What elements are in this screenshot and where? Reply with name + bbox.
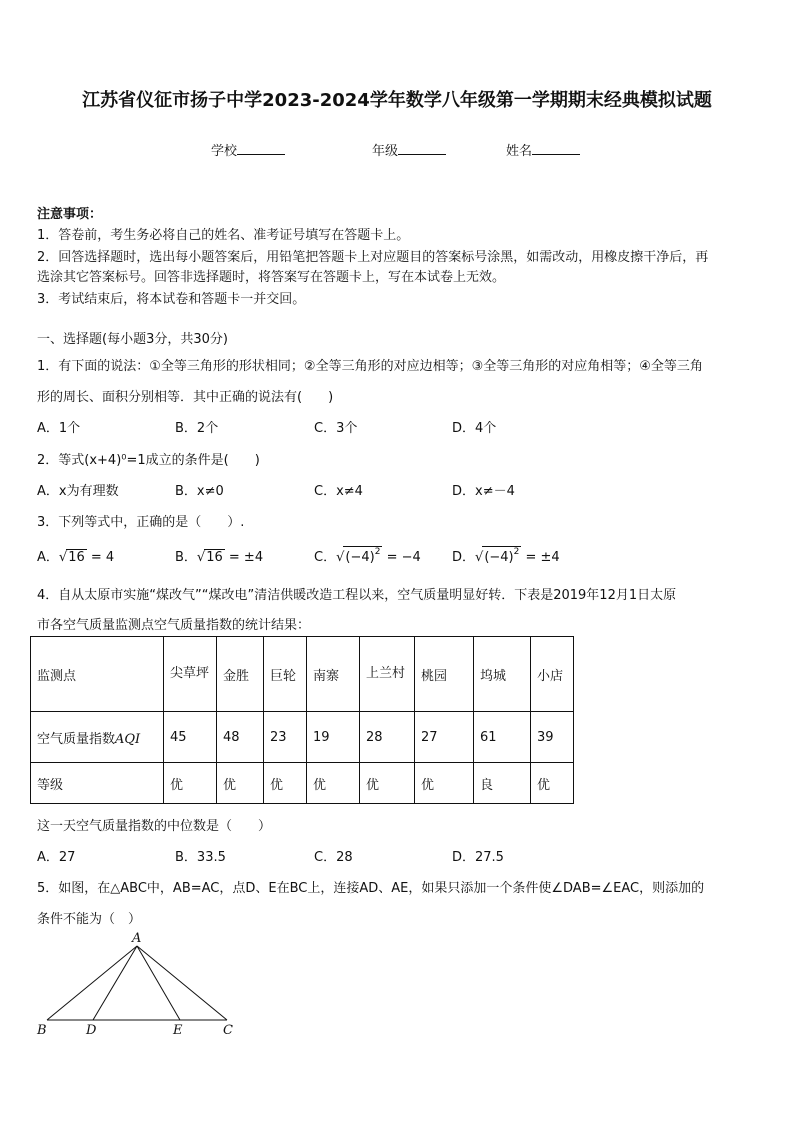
station-cell: 坞城 (474, 637, 531, 712)
q3-a-radicand: 16 (68, 550, 85, 565)
q3-c-radicand: (−4) (345, 550, 375, 565)
value-cell: 45 (164, 712, 217, 763)
q4-line-1: 4．自从太原市实施“煤改气”“煤改电”清洁供暖改造工程以来，空气质量明显好转．下表是2019年12月1日太原 (37, 588, 677, 603)
notice-heading: 注意事项： (37, 207, 103, 222)
name-field (506, 140, 580, 159)
segment-ae (137, 946, 180, 1020)
q3-option-b (175, 546, 263, 565)
station-cell: 小店 (531, 637, 574, 712)
q3-option-d (452, 546, 560, 565)
q3-d-sqrt: $√(-4)^2$ (475, 547, 520, 565)
school-field (211, 140, 285, 159)
q1-option-c: C．3个 (314, 421, 358, 436)
exam-title: 江苏省仪征市扬子中学2023-2024学年数学八年级第一学期期末经典模拟试题 (82, 90, 712, 111)
value-cell: 28 (360, 712, 415, 763)
q4-option-d: D．27.5 (452, 850, 504, 865)
q2-option-c: C．x≠4 (314, 484, 363, 499)
value-cell: 48 (217, 712, 264, 763)
level-cell: 优 (307, 763, 360, 804)
level-cell: 优 (217, 763, 264, 804)
grade-label: 年级 (372, 144, 399, 159)
q3-a-rhs: = 4 (90, 550, 115, 565)
q2-option-b: B．x≠0 (175, 484, 224, 499)
label-e: E (173, 1023, 183, 1038)
level-cell: 良 (474, 763, 531, 804)
table-row-stations (31, 637, 574, 712)
section-heading: 一、选择题(每小题3分，共30分) (37, 332, 228, 347)
label-b: B (37, 1023, 47, 1038)
label-c: C (223, 1023, 233, 1038)
station-cell: 巨轮 (264, 637, 307, 712)
q2-option-a: A．x为有理数 (37, 484, 119, 499)
level-cell: 优 (164, 763, 217, 804)
row-header-station: 监测点 (31, 637, 164, 712)
q4-option-a: A．27 (37, 850, 76, 865)
q3-c-sqrt: $√(-4)^2$ (336, 547, 381, 565)
station-cell: 尖草坪 (164, 637, 217, 712)
label-d: D (86, 1023, 97, 1038)
q3-stem: 3．下列等式中，正确的是（ ）. (37, 515, 245, 530)
grade-field (372, 140, 446, 159)
q5-line-2: 条件不能为（ ） (37, 912, 142, 927)
q3-c-exponent: 2 (374, 547, 381, 557)
q4-option-c: C．28 (314, 850, 353, 865)
notice-line-2: 2．回答选择题时，选出每小题答案后，用铅笔把答题卡上对应题目的答案标号涂黑，如需改动，用橡皮擦干净后，再 (37, 250, 709, 265)
name-label: 姓名 (506, 144, 533, 159)
label-a: A (132, 931, 142, 946)
segment-ac (137, 946, 227, 1020)
index-label: 空气质量指数 (37, 731, 116, 747)
q3-c-rhs: = −4 (386, 550, 421, 565)
notice-line-3: 选涂其它答案标号。回答非选择题时，将答案写在答题卡上，写在本试卷上无效。 (37, 270, 506, 285)
station-cell: 上兰村 (360, 637, 415, 712)
q3-b-label: B． (175, 550, 197, 565)
station-cell: 金胜 (217, 637, 264, 712)
q3-d-radicand-wrap (482, 546, 521, 565)
row-header-level: 等级 (31, 763, 164, 804)
level-cell: 优 (360, 763, 415, 804)
q3-b-rhs: = ±4 (228, 550, 264, 565)
q3-option-c (314, 546, 421, 565)
grade-blank (398, 142, 446, 155)
station-cell: 南寨 (307, 637, 360, 712)
value-cell: 19 (307, 712, 360, 763)
q3-a-sqrt: √16 (58, 550, 85, 565)
notice-line-4: 3．考试结束后，将本试卷和答题卡一并交回。 (37, 292, 306, 307)
triangle-figure (30, 928, 250, 1040)
name-blank (532, 142, 580, 155)
q3-b-sqrt: √16 (196, 550, 223, 565)
index-unit: AQI (115, 731, 141, 747)
q3-d-radicand: (−4) (484, 550, 514, 565)
level-cell: 优 (264, 763, 307, 804)
value-cell: 27 (415, 712, 474, 763)
q2-stem: 2．等式(x+4)⁰=1成立的条件是( ) (37, 453, 260, 468)
q1-option-d: D．4个 (452, 421, 497, 436)
q1-option-b: B．2个 (175, 421, 219, 436)
school-blank (237, 142, 285, 155)
q3-c-radicand-wrap (343, 546, 382, 565)
q1-line-1: 1．有下面的说法：①全等三角形的形状相同；②全等三角形的对应边相等；③全等三角形的对应角相等；④全等三角 (37, 359, 703, 374)
q3-d-exponent: 2 (513, 547, 520, 557)
q4-question: 这一天空气质量指数的中位数是（ ） (37, 819, 272, 834)
station-cell: 桃园 (415, 637, 474, 712)
value-cell: 61 (474, 712, 531, 763)
aqi-table (30, 636, 574, 804)
table-row-index (31, 712, 574, 763)
q1-line-2: 形的周长、面积分别相等．其中正确的说法有( ) (37, 390, 334, 405)
q4-line-2: 市各空气质量监测点空气质量指数的统计结果： (37, 618, 311, 633)
q2-option-d: D．x≠－4 (452, 484, 515, 499)
school-label: 学校 (211, 144, 238, 159)
q5-line-1: 5．如图，在△ABC中，AB=AC，点D、E在BC上，连接AD、AE，如果只添加一个条件使∠DAB=∠EAC，则添加的 (37, 881, 705, 896)
segment-ad (93, 946, 137, 1020)
value-cell: 39 (531, 712, 574, 763)
segment-ab (47, 946, 137, 1020)
q3-c-label: C． (314, 550, 337, 565)
q3-b-radicand: 16 (206, 550, 223, 565)
q3-d-rhs: = ±4 (525, 550, 560, 565)
q3-d-label: D． (452, 550, 476, 565)
level-cell: 优 (415, 763, 474, 804)
notice-line-1: 1．答卷前，考生务必将自己的姓名、准考证号填写在答题卡上。 (37, 228, 410, 243)
q1-option-a: A．1个 (37, 421, 81, 436)
q3-a-label: A． (37, 550, 59, 565)
table-row-level (31, 763, 574, 804)
q4-option-b: B．33.5 (175, 850, 226, 865)
value-cell: 23 (264, 712, 307, 763)
row-header-index (31, 712, 164, 763)
level-cell: 优 (531, 763, 574, 804)
q3-option-a (37, 546, 114, 565)
